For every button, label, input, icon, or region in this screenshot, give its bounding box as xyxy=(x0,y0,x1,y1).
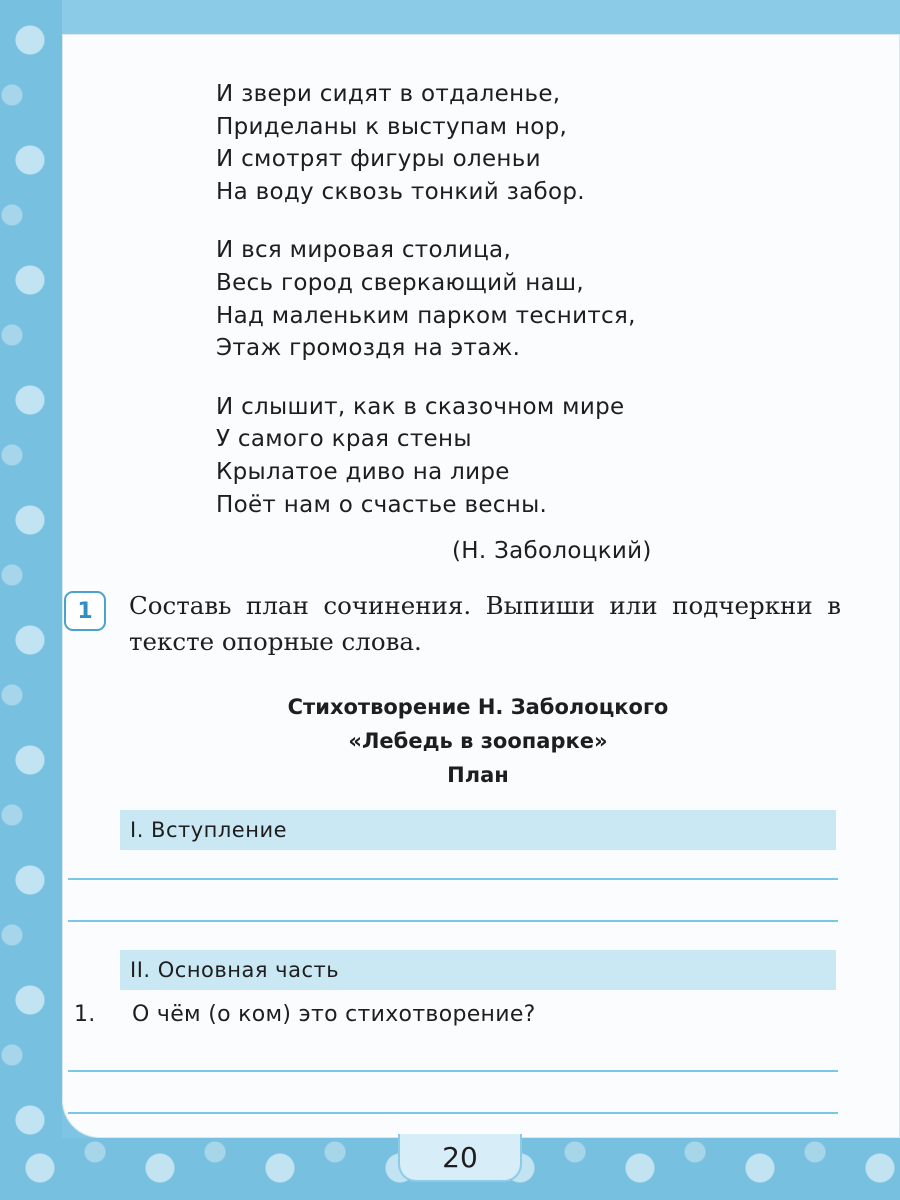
answer-line[interactable] xyxy=(68,1070,838,1072)
plan-title-line: Стихотворение Н. Заболоцкого xyxy=(287,695,669,719)
plan-title-line: План xyxy=(447,763,509,787)
plan-title-line: «Лебедь в зоопарке» xyxy=(348,729,608,753)
poem-line: Над маленьким парком теснится, xyxy=(216,302,636,329)
question-number: 1. xyxy=(74,1002,96,1027)
decorative-border-top xyxy=(0,0,900,34)
poem xyxy=(216,78,736,547)
question-text: О чём (о ком) это стихотворение? xyxy=(132,1002,536,1027)
poem-line: Приделаны к выступам нор, xyxy=(216,113,568,140)
poem-line: Крылатое диво на лире xyxy=(216,458,510,485)
poem-stanza xyxy=(216,234,736,364)
poem-line: Поёт нам о счастье весны. xyxy=(216,491,548,518)
poem-stanza xyxy=(216,391,736,521)
answer-line[interactable] xyxy=(68,1112,838,1114)
plan-section-main: II. Основная часть xyxy=(120,950,836,990)
task-instruction: Составь план сочинения. Выпиши или подчеркни в тексте опорные слова. xyxy=(129,591,841,656)
plan-heading xyxy=(120,690,836,792)
decorative-border-left xyxy=(0,0,62,1200)
answer-line[interactable] xyxy=(68,878,838,880)
answer-line[interactable] xyxy=(68,920,838,922)
poem-line: И слышит, как в сказочном мире xyxy=(216,393,625,420)
poem-line: У самого края стены xyxy=(216,426,472,453)
poem-line: И смотрят фигуры оленьи xyxy=(216,146,541,173)
page-number: 20 xyxy=(398,1134,522,1182)
poem-line: На воду сквозь тонкий забор. xyxy=(216,178,585,205)
poem-line: Этаж громоздя на этаж. xyxy=(216,335,521,362)
plan-question xyxy=(74,1002,536,1027)
poem-line: Весь город сверкающий наш, xyxy=(216,269,584,296)
plan-section-intro: I. Вступление xyxy=(120,810,836,850)
poem-line: И вся мировая столица, xyxy=(216,237,512,264)
poem-author: (Н. Заболоцкий) xyxy=(452,538,652,564)
poem-stanza xyxy=(216,78,736,208)
task-number-badge: 1 xyxy=(64,591,106,631)
poem-line: И звери сидят в отдаленье, xyxy=(216,81,561,107)
